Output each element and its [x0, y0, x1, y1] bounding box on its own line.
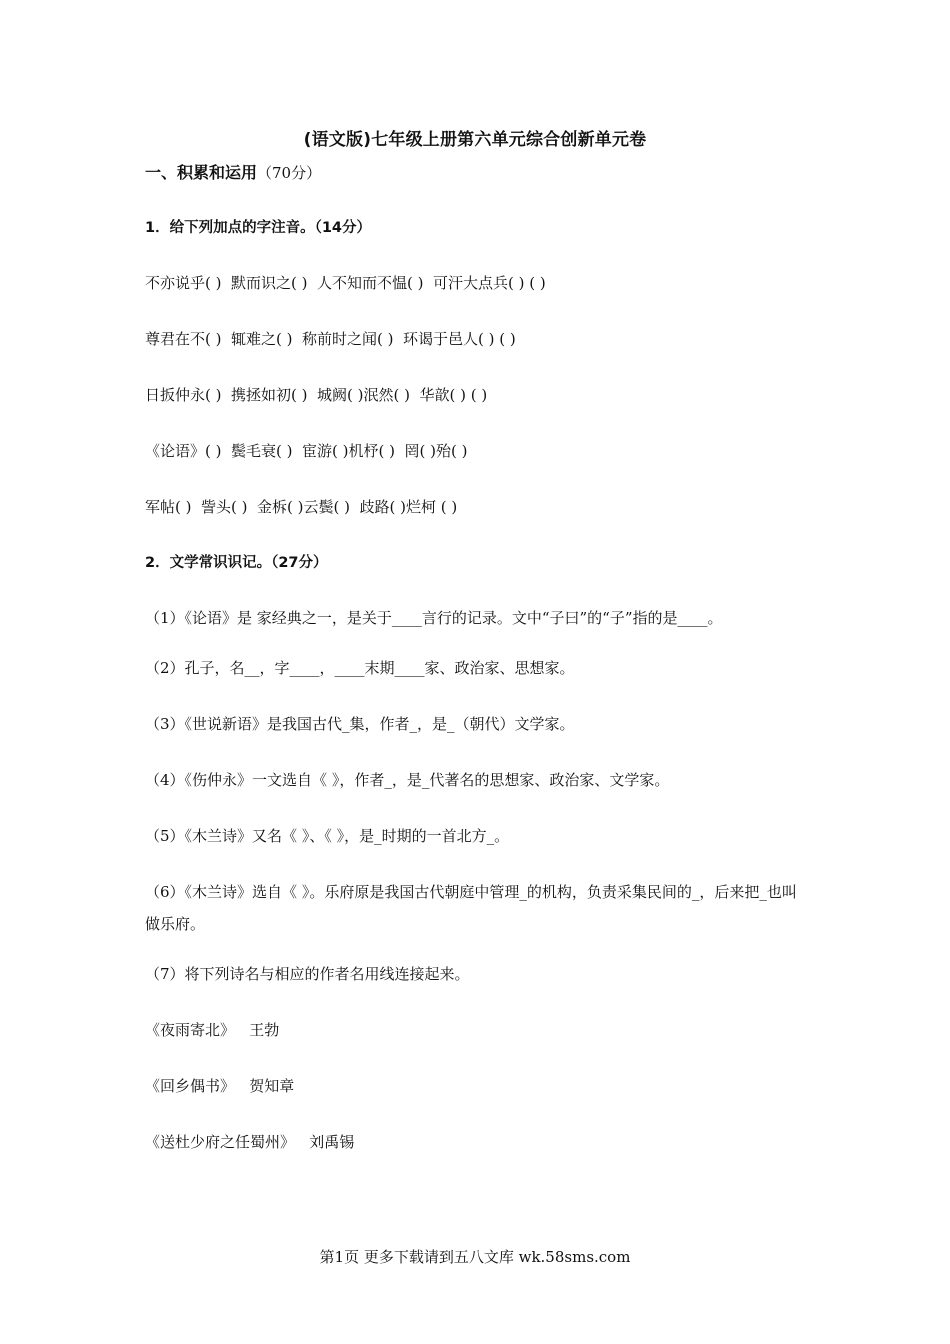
question-2-heading: 2．文学常识识记。（27分）	[145, 555, 328, 571]
question-1-line: 军帖( ) 訾头( ) 金柝( )云鬓( ) 歧路( )烂柯 ( )	[145, 498, 458, 516]
question-1-line: 尊君在不( ) 辄难之( ) 称前时之闻( ) 环谒于邑人( ) ( )	[145, 330, 516, 348]
section-heading	[145, 160, 321, 183]
question-2-item: （6）《木兰诗》选自《 》。乐府原是我国古代朝庭中管理_的机构，负责采集民间的_，后来把_也叫做乐府。	[145, 883, 797, 933]
question-1-line: 不亦说乎( ) 默而识之( ) 人不知而不愠( ) 可汗大点兵( ) ( )	[145, 274, 546, 292]
matching-item: 《回乡偶书》 贺知章	[145, 1077, 295, 1095]
section-score: （70分）	[257, 164, 322, 182]
document-title: (语文版)七年级上册第六单元综合创新单元卷	[303, 130, 647, 150]
section-heading-label: 一、积累和运用	[145, 163, 258, 182]
question-1-heading: 1．给下列加点的字注音。（14分）	[145, 220, 372, 236]
question-2-item: （2）孔子，名__，字____，____末期____家、政治家、思想家。	[145, 659, 575, 677]
question-2-item: （3）《世说新语》是我国古代_集，作者_，是_（朝代）文学家。	[145, 715, 575, 733]
question-1-line: 日扳仲永( ) 携拯如初( ) 城阙( )泯然( ) 华歆( ) ( )	[145, 386, 488, 404]
question-2-item: （7）将下列诗名与相应的作者名用线连接起来。	[145, 965, 470, 983]
page-footer: 第1页 更多下载请到五八文库 wk.58sms.com	[319, 1248, 631, 1266]
matching-item: 《夜雨寄北》 王勃	[145, 1021, 280, 1039]
matching-item: 《送杜少府之任蜀州》 刘禹锡	[145, 1133, 355, 1151]
question-2-item: （1）《论语》是 家经典之一，是关于____言行的记录。文中“子曰”的“子”指的是____。	[145, 609, 723, 627]
question-2-item: （4）《伤仲永》一文选自《 》，作者_，是_代著名的思想家、政治家、文学家。	[145, 771, 670, 789]
question-1-line: 《论语》( ) 鬓毛衰( ) 宦游( )机杼( ) 罔( )殆( )	[145, 442, 468, 460]
document-body	[145, 218, 805, 1188]
question-2-item: （5）《木兰诗》又名《 》、《 》，是_时期的一首北方_。	[145, 827, 510, 845]
